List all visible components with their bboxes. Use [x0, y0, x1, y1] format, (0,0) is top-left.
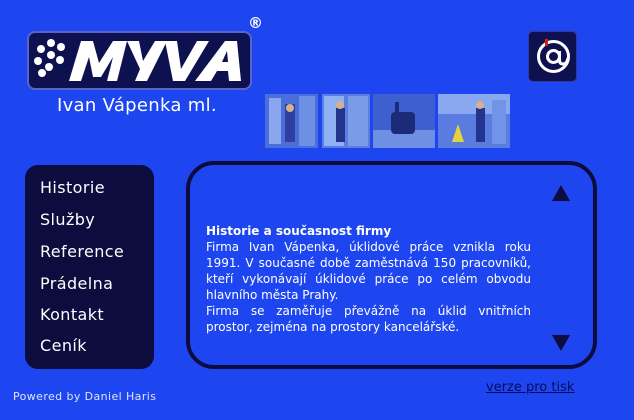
email-button[interactable] — [528, 31, 577, 82]
content-paragraph: Firma Ivan Vápenka, úklidové práce vznikla roku 1991. V současné době zaměstnává 150 pracovníků, kteří vykonávají úklidové práce po celém obvodu hlavního města Prahy. — [206, 240, 531, 302]
nav-item-pradelna[interactable]: Prádelna — [40, 274, 114, 293]
registered-mark: ® — [248, 14, 263, 32]
content-text — [206, 223, 531, 334]
print-version-link[interactable]: verze pro tisk — [486, 380, 575, 395]
email-icon — [536, 39, 571, 74]
company-logo — [27, 31, 252, 90]
content-paragraph: Firma se zaměřuje převážně na úklid vnitřních prostor, zejména na prostory kancelářské. — [206, 304, 531, 334]
nav-item-cenik[interactable]: Ceník — [40, 336, 87, 355]
owner-name: Ivan Vápenka ml. — [57, 95, 217, 116]
nav-item-kontakt[interactable]: Kontakt — [40, 305, 105, 324]
logo-graphic — [29, 33, 254, 92]
photo-strip — [265, 94, 510, 148]
content-heading: Historie a současnost firmy — [206, 224, 392, 238]
nav-item-historie[interactable]: Historie — [40, 178, 105, 197]
nav-item-reference[interactable]: Reference — [40, 242, 125, 261]
photo-cleaning-1 — [265, 94, 318, 148]
photo-cleaning-4 — [438, 94, 510, 148]
powered-by-text: Powered by Daniel Haris — [13, 390, 157, 403]
content-panel — [186, 161, 597, 369]
main-navigation — [25, 165, 154, 369]
triangle-up-icon[interactable] — [550, 183, 572, 203]
triangle-down-icon[interactable] — [550, 333, 572, 353]
photo-cleaning-2 — [322, 94, 370, 148]
nav-item-sluzby[interactable]: Služby — [40, 210, 96, 229]
photo-cleaning-3 — [373, 94, 435, 148]
